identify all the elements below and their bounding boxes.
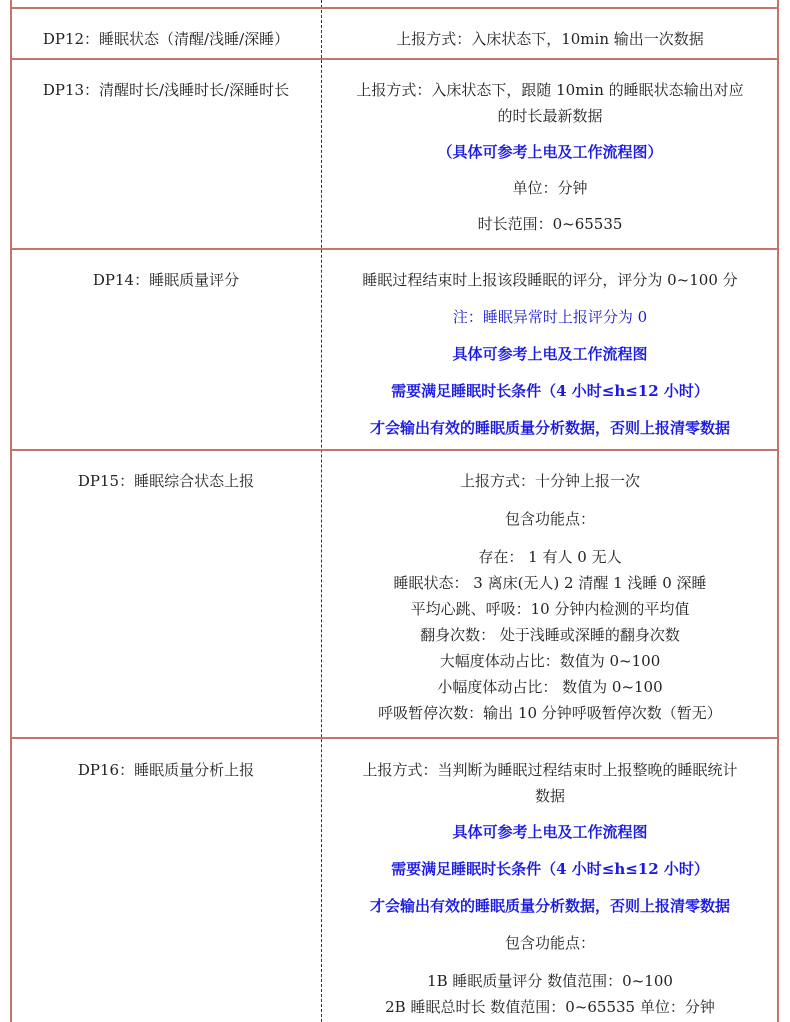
dp-reference-note: 具体可参考上电及工作流程图 [452,345,648,363]
dp-condition-note: 才会输出有效的睡眠质量分析数据，否则上报清零数据 [369,897,730,915]
dp-description-line: 上报方式：当判断为睡眠过程结束时上报整晚的睡眠统计 [362,761,738,779]
dp-condition-note: 需要满足睡眠时长条件（4 小时≤h≤12 小时） [391,382,709,400]
row-divider [10,737,779,739]
dp-reference-note: （具体可参考上电及工作流程图） [437,143,663,161]
dp-condition-note: 需要满足睡眠时长条件（4 小时≤h≤12 小时） [391,860,709,878]
dp-description-line: 包含功能点： [504,934,595,952]
row-divider [10,248,779,250]
dp-label: DP15：睡眠综合状态上报 [77,472,255,490]
table-border-left [10,0,12,1022]
dp-feature-line: 存在： 1 有人 0 无人 [478,548,622,566]
dp-feature-line: 小幅度体动占比： 数值为 0~100 [437,678,663,696]
dp-condition-note: 才会输出有效的睡眠质量分析数据，否则上报清零数据 [369,419,730,437]
dp-feature-line: 大幅度体动占比：数值为 0~100 [439,652,661,670]
dp-label: DP16：睡眠质量分析上报 [77,761,255,779]
dp-label: DP12：睡眠状态（清醒/浅睡/深睡） [42,30,290,48]
table-border-right [777,0,779,1022]
dp-note: 注：睡眠异常时上报评分为 0 [452,308,648,326]
dp-feature-line: 睡眠状态： 3 离床(无人) 2 清醒 1 浅睡 0 深睡 [393,574,707,592]
row-divider [10,449,779,451]
dp-label: DP14：睡眠质量评分 [92,271,240,289]
dp-description-line: 睡眠过程结束时上报该段睡眠的评分，评分为 0~100 分 [362,271,738,289]
spec-table [10,0,779,1022]
dp-label: DP13：清醒时长/浅睡时长/深睡时长 [42,81,290,99]
dp-description-line: 的时长最新数据 [497,107,603,125]
dp-feature-line: 平均心跳、呼吸：10 分钟内检测的平均值 [410,600,690,618]
dp-feature-line: 1B 睡眠质量评分 数值范围：0~100 [427,972,673,990]
dp-feature-line: 呼吸暂停次数：输出 10 分钟呼吸暂停次数（暂无） [378,704,722,722]
column-divider [321,0,322,1022]
dp-unit-line: 单位：分钟 [512,179,588,197]
dp-description-line: 上报方式：十分钟上报一次 [459,472,640,490]
dp-description-line: 数据 [534,787,565,805]
dp-range-line: 时长范围：0~65535 [477,215,623,233]
row-divider [10,7,779,9]
row-divider [10,58,779,60]
dp-description-line: 包含功能点： [504,510,595,528]
dp-feature-line: 2B 睡眠总时长 数值范围：0~65535 单位：分钟 [385,998,715,1016]
dp-description-line: 上报方式：入床状态下，10min 输出一次数据 [396,30,704,48]
dp-reference-note: 具体可参考上电及工作流程图 [452,823,648,841]
dp-description-line: 上报方式：入床状态下，跟随 10min 的睡眠状态输出对应 [356,81,744,99]
dp-feature-line: 翻身次数： 处于浅睡或深睡的翻身次数 [420,626,680,644]
